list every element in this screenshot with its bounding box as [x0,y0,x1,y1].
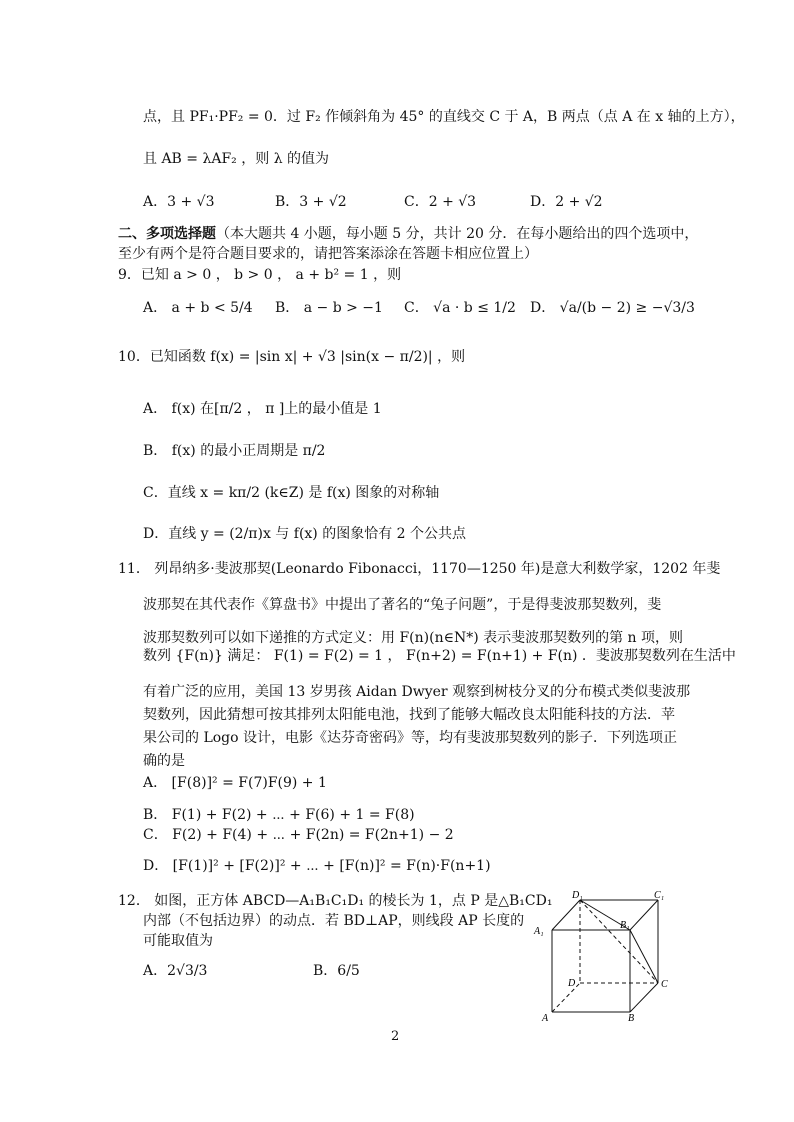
q11-line-3: 波那契数列可以如下递推的方式定义：用 F(n)(n∈N*) 表示斐波那契数列的第 n 项，则 [143,630,684,646]
q9-option-c: C． √a · b ≤ 1/2 [404,300,516,316]
edge-b1-c [630,930,658,983]
edge-b-c [630,983,658,1012]
q10-option-a: A． f(x) 在[π/2 ， π ]上的最小值是 1 [143,401,382,417]
edge-a-d-hidden [552,983,580,1012]
q9-option-d: D． √a/(b − 2) ≥ −√3/3 [530,300,695,316]
q9-option-a: A． a + b < 5/4 [143,300,253,316]
q10-option-c: C．直线 x = kπ/2 (k∈Z) 是 f(x) 图象的对称轴 [143,485,440,501]
label-a: A [542,1013,549,1023]
q8-option-a: A．3 + √3 [143,194,215,210]
q8-option-d: D．2 + √2 [530,194,603,210]
q11-option-d: D． [F(1)]² + [F(2)]² + ⋯ + [F(n)]² = F(n)·F(n+1) [143,858,491,874]
q8-option-c: C．2 + √3 [404,194,477,210]
page-number: 2 [391,1029,400,1044]
q11-line-1: 11． 列昂纳多·斐波那契(Leonardo Fibonacci，1170—1250 年)是意大利数学家，1202 年斐 [118,561,721,577]
q8-line2: 且 AB = λAF₂ ，则 λ 的值为 [143,151,330,167]
q11-option-c: C． F(2) + F(4) + ⋯ + F(2n) = F(2n+1) − 2 [143,827,454,843]
q12-line-3: 可能取值为 [143,933,213,949]
q11-line-4: 数列 {F(n)} 满足： F(1) = F(2) = 1 ， F(n+2) = F(n+1) + F(n) ．斐波那契数列在生活中 [143,648,736,664]
q11-option-b: B． F(1) + F(2) + ⋯ + F(6) + 1 = F(8) [143,807,415,823]
q11-line-7: 果公司的 Logo 设计，电影《达芬奇密码》等，均有斐波那契数列的影子．下列选项正 [143,730,678,746]
q10-stem: 10．已知函数 f(x) = |sin x| + √3 |sin(x − π/2)| ，则 [118,349,466,365]
section2-desc1: （本大题共 4 小题，每小题 5 分，共计 20 分．在每小题给出的四个选项中， [216,226,699,242]
section2-heading: 二、多项选择题 [118,226,216,242]
label-b1: B₁ [620,920,630,931]
q11-option-a: A． [F(8)]² = F(7)F(9) + 1 [143,775,327,791]
q10-option-b: B． f(x) 的最小正周期是 π/2 [143,443,326,459]
q12-option-b: B．6/5 [313,963,360,979]
q12-line-1: 12． 如图，正方体 ABCD—A₁B₁C₁D₁ 的棱长为 1，点 P 是△B₁CD₁ [118,893,553,909]
label-a1: A₁ [534,926,544,937]
q8-option-b: B．3 + √2 [275,194,347,210]
section2-desc2: 至少有两个是符合题目要求的，请把答案添涂在答题卡相应位置上） [118,246,538,262]
edge-b1-c1 [630,900,658,930]
q10-option-d: D．直线 y = (2/π)x 与 f(x) 的图象恰有 2 个公共点 [143,526,467,542]
q12-option-a: A．2√3/3 [143,963,208,979]
label-c1: C₁ [654,890,665,901]
edge-a1-d1 [552,900,580,930]
label-d1: D₁ [572,890,583,901]
q9-option-b: B． a − b > −1 [275,300,383,316]
q11-line-6: 契数列，因此猜想可按其排列太阳能电池，找到了能够大幅改良太阳能科技的方法．苹 [143,707,675,723]
q11-line-2: 波那契在其代表作《算盘书》中提出了著名的“兔子问题”，于是得斐波那契数列，斐 [143,597,662,613]
q11-line-8: 确的是 [143,753,185,769]
q9-stem: 9．已知 a > 0 ， b > 0 ， a + b² = 1 ，则 [118,267,402,283]
cube-figure [530,888,675,1023]
q11-line-5: 有着广泛的应用，美国 13 岁男孩 Aidan Dwyer 观察到树枝分叉的分布模式类似斐波那 [143,684,691,700]
q12-line-2: 内部（不包括边界）的动点．若 BD⊥AP，则线段 AP 长度的 [143,913,525,929]
section2-heading-line [118,225,698,243]
label-d: D [568,978,576,989]
q8-line1: 点，且 PF₁·PF₂ = 0．过 F₂ 作倾斜角为 45° 的直线交 C 于 A，B 两点（点 A 在 x 轴的上方）， [143,109,745,125]
label-b: B [628,1013,635,1023]
label-c: C [661,979,668,990]
